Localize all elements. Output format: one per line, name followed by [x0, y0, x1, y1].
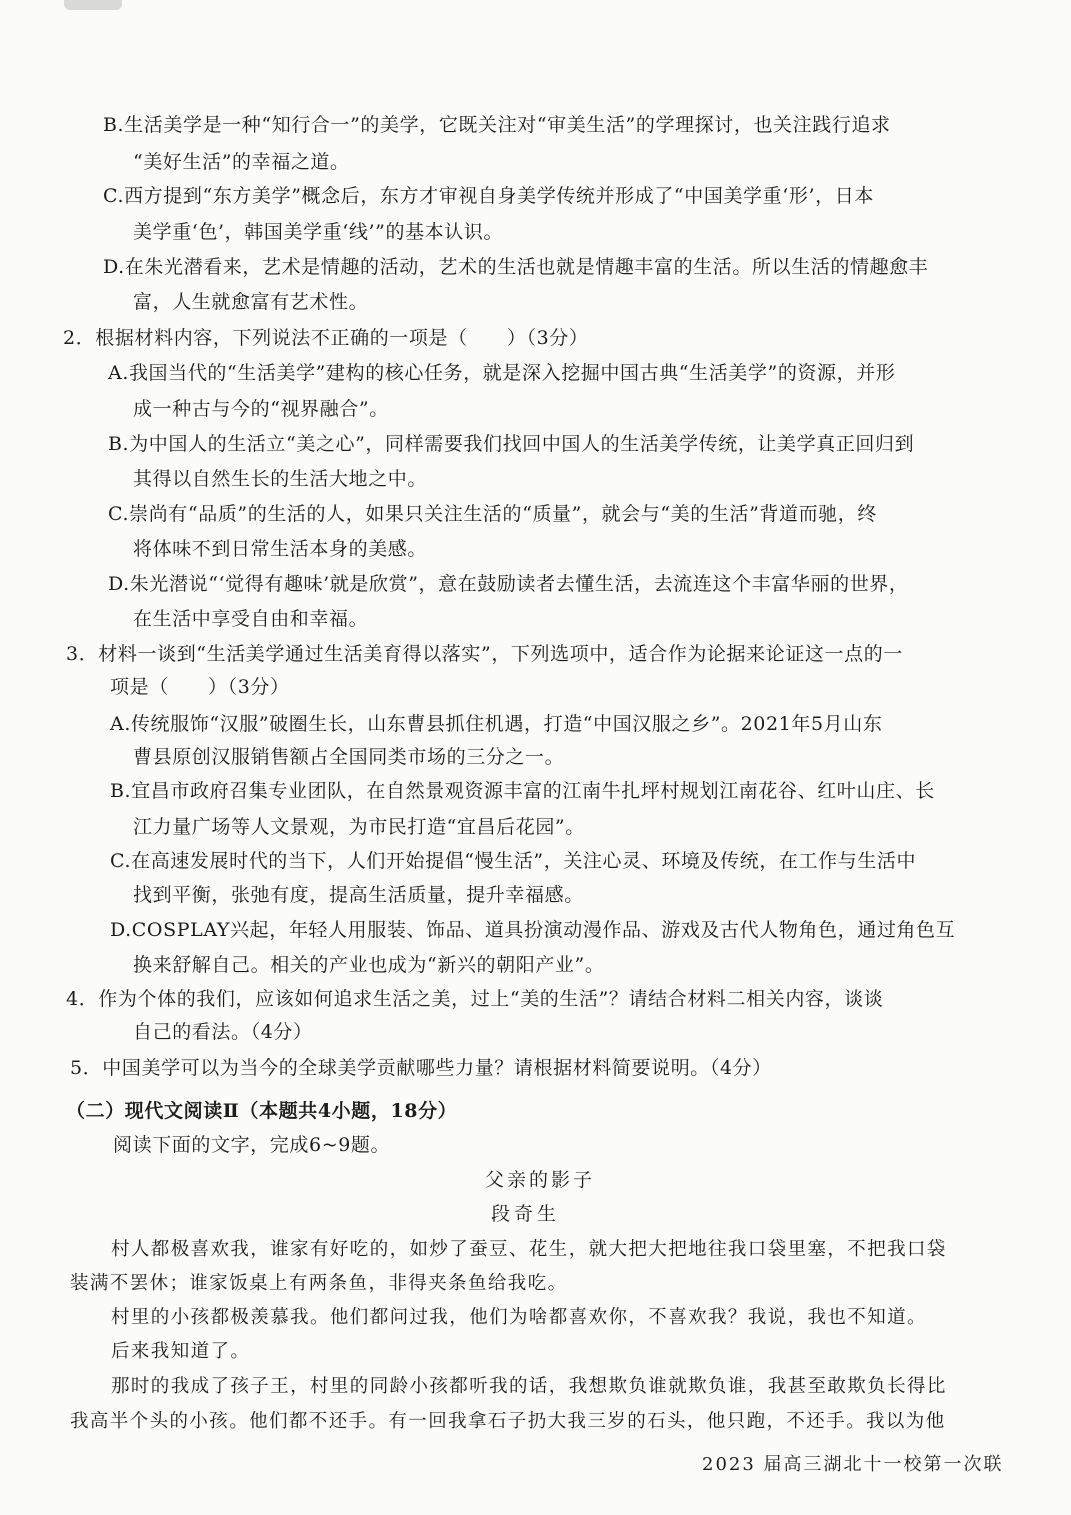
story-title: 父亲的影子: [485, 1169, 596, 1191]
option-3b-line-1: B.宜昌市政府召集专业团队，在自然景观资源丰富的江南牛扎坪村规划江南花谷、红叶山庄、长: [110, 780, 935, 802]
question-5: 5．中国美学可以为当今的全球美学贡献哪些力量？请根据材料简要说明。（4分）: [70, 1057, 772, 1079]
option-1c-line-2: 美学重‘色’，韩国美学重‘线’”的基本认识。: [133, 221, 504, 243]
story-paragraph-4-line-1: 那时的我成了孩子王，村里的同龄小孩都听我的话，我想欺负谁就欺负谁，我甚至敢欺负长得比: [111, 1376, 947, 1397]
story-author: 段奇生: [491, 1203, 561, 1225]
question-3-line-2: 项是（ ）（3分）: [110, 676, 290, 698]
option-3a-line-2: 曹县原创汉服销售额占全国同类市场的三分之一。: [133, 746, 565, 768]
option-1c-line-1: C.西方提到“东方美学”概念后，东方才审视自身美学传统并形成了“中国美学重‘形’，日本: [103, 185, 874, 207]
option-2b-line-2: 其得以自然生长的生活大地之中。: [133, 468, 428, 490]
option-3a-line-1: A.传统服饰“汉服”破圈生长，山东曹县抓住机遇，打造“中国汉服之乡”。2021年5月山东: [110, 713, 883, 735]
option-3d-line-2: 换来舒解自己。相关的产业也成为“新兴的朝阳产业”。: [133, 954, 605, 976]
option-2a-line-1: A.我国当代的“生活美学”建构的核心任务，就是深入挖掘中国古典“生活美学”的资源，并形: [108, 362, 896, 384]
option-2c-line-2: 将体味不到日常生活本身的美感。: [133, 538, 428, 560]
option-1d-line-2: 富，人生就愈富有艺术性。: [133, 291, 369, 313]
option-2c-line-1: C.崇尚有“品质”的生活的人，如果只关注生活的“质量”，就会与“美的生活”背道而驰，终: [108, 503, 877, 525]
option-2d-line-1: D.朱光潜说“‘觉得有趣味’就是欣赏”，意在鼓励读者去懂生活，去流连这个丰富华丽的世界，: [108, 573, 909, 595]
story-paragraph-2: 村里的小孩都极羡慕我。他们都问过我，他们为啥都喜欢你，不喜欢我？我说，我也不知道。: [111, 1307, 927, 1328]
question-3-line-1: 3．材料一谈到“生活美学通过生活美育得以落实”，下列选项中，适合作为论据来论证这一点的一: [66, 643, 903, 665]
option-3d-line-1: D.COSPLAY兴起，年轻人用服装、饰品、道具扮演动漫作品、游戏及古代人物角色，通过角色互: [110, 919, 956, 941]
question-4-line-1: 4．作为个体的我们，应该如何追求生活之美，过上“美的生活”？请结合材料二相关内容，谈谈: [66, 988, 884, 1010]
scan-corner-mark: [64, 0, 122, 10]
page-footer: 2023 届高三湖北十一校第一次联: [702, 1454, 1004, 1475]
option-2d-line-2: 在生活中享受自由和幸福。: [133, 608, 369, 630]
story-paragraph-1-line-2: 装满不罢休；谁家饭桌上有两条鱼，非得夹条鱼给我吃。: [70, 1273, 568, 1294]
option-1b-line-2: “美好生活”的幸福之道。: [133, 151, 350, 173]
option-3b-line-2: 江力量广场等人文景观，为市民打造“宜昌后花园”。: [133, 816, 585, 838]
option-2a-line-2: 成一种古与今的“视界融合”。: [133, 398, 389, 420]
option-1d-line-1: D.在朱光潜看来，艺术是情趣的活动，艺术的生活也就是情趣丰富的生活。所以生活的情趣愈丰: [103, 256, 929, 278]
option-1b-line-1: B.生活美学是一种“知行合一”的美学，它既关注对“审美生活”的学理探讨，也关注践行追求: [103, 114, 891, 136]
option-3c-line-1: C.在高速发展时代的当下，人们开始提倡“慢生活”，关注心灵、环境及传统，在工作与生活中: [110, 850, 917, 872]
story-paragraph-1-line-1: 村人都极喜欢我，谁家有好吃的，如炒了蚕豆、花生，就大把大把地往我口袋里塞，不把我口袋: [111, 1239, 947, 1260]
section-heading: （二）现代文阅读Ⅱ（本题共4小题，18分）: [66, 1100, 458, 1122]
option-3c-line-2: 找到平衡，张弛有度，提高生活质量，提升幸福感。: [133, 884, 584, 906]
story-paragraph-3: 后来我知道了。: [111, 1341, 251, 1362]
reading-instruction: 阅读下面的文字，完成6~9题。: [113, 1134, 391, 1156]
story-paragraph-4-line-2: 我高半个头的小孩。他们都不还手。有一回我拿石子扔大我三岁的石头，他只跑，不还手。我以为他: [70, 1411, 946, 1432]
question-2: 2．根据材料内容，下列说法不正确的一项是（ ）（3分）: [63, 327, 589, 349]
question-4-line-2: 自己的看法。（4分）: [133, 1021, 313, 1043]
option-2b-line-1: B.为中国人的生活立“美之心”，同样需要我们找回中国人的生活美学传统，让美学真正回归到: [108, 433, 915, 455]
